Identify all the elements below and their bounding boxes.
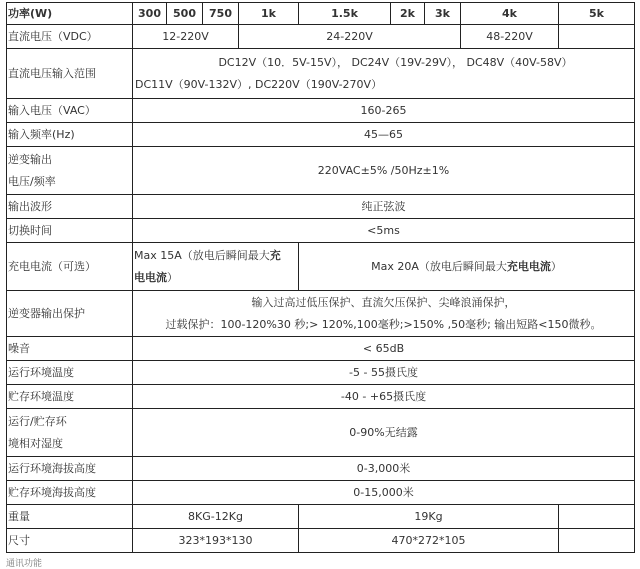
label-input-voltage: 输入电压（VAC） <box>7 99 133 123</box>
inverter-output-value: 220VAC±5% /50Hz±1% <box>133 147 635 195</box>
row-humidity <box>7 409 635 457</box>
power-3k: 3k <box>425 3 461 25</box>
charge-current-small-a: Max 15A（放电后瞬间最大 <box>134 248 270 262</box>
row-storage-temp <box>7 385 635 409</box>
label-operating-altitude: 运行环境海拔高度 <box>7 457 133 481</box>
row-charge-current <box>7 243 635 291</box>
label-operating-temp: 运行环境温度 <box>7 361 133 385</box>
row-switch-time <box>7 219 635 243</box>
charge-current-large-c: ） <box>550 259 562 273</box>
label-storage-altitude: 贮存环境海拔高度 <box>7 481 133 505</box>
charge-current-small-b: 充 <box>269 248 281 262</box>
label-switch-time: 切换时间 <box>7 219 133 243</box>
power-300: 300 <box>133 3 167 25</box>
weight-large: 19Kg <box>299 505 559 529</box>
row-operating-altitude <box>7 457 635 481</box>
label-inverter-output <box>7 147 133 195</box>
storage-temp-value: -40 - +65摄氏度 <box>133 385 635 409</box>
label-noise: 噪音 <box>7 337 133 361</box>
operating-temp-value: -5 - 55摄氏度 <box>133 361 635 385</box>
header-label: 功率(W) <box>7 3 133 25</box>
humidity-value: 0-90%无结露 <box>133 409 635 457</box>
label-inverter-output-line1: 逆变输出 <box>8 152 52 166</box>
row-dc-voltage <box>7 25 635 49</box>
dimensions-large: 470*272*105 <box>299 529 559 553</box>
dc-input-range-line1: DC12V（10．5V-15V）， DC24V（19V-29V）， DC48V（40V-58V） <box>218 55 573 69</box>
weight-empty <box>559 505 635 529</box>
charge-current-large-b: 充电电流 <box>506 259 551 273</box>
label-storage-temp: 贮存环境温度 <box>7 385 133 409</box>
dc-input-range-line2: DC11V（90V-132V）, DC220V（190V-270V） <box>135 77 383 91</box>
header-row <box>7 3 635 25</box>
label-humidity-line1: 运行/贮存环 <box>8 414 67 428</box>
dc-voltage-high: 48-220V <box>461 25 559 49</box>
dc-voltage-mid: 24-220V <box>239 25 461 49</box>
charge-current-large-a: Max 20A（放电后瞬间最大 <box>371 259 507 273</box>
spec-table <box>6 2 635 553</box>
row-dimensions <box>7 529 635 553</box>
charge-current-small <box>133 243 299 291</box>
row-protection <box>7 291 635 337</box>
storage-altitude-value: 0-15,000米 <box>133 481 635 505</box>
label-protection: 逆变器输出保护 <box>7 291 133 337</box>
noise-value: < 65dB <box>133 337 635 361</box>
label-charge-current: 充电电流（可选） <box>7 243 133 291</box>
input-frequency-value: 45—65 <box>133 123 635 147</box>
row-input-frequency <box>7 123 635 147</box>
power-1-5k: 1.5k <box>299 3 391 25</box>
dimensions-empty <box>559 529 635 553</box>
protection-value <box>133 291 635 337</box>
row-dc-input-range <box>7 49 635 99</box>
label-weight: 重量 <box>7 505 133 529</box>
dc-voltage-empty <box>559 25 635 49</box>
label-dimensions: 尺寸 <box>7 529 133 553</box>
power-1k: 1k <box>239 3 299 25</box>
input-voltage-value: 160-265 <box>133 99 635 123</box>
charge-current-large <box>299 243 635 291</box>
dc-input-range-value <box>133 49 635 99</box>
power-500: 500 <box>167 3 203 25</box>
charge-current-small-d: ） <box>167 270 178 284</box>
waveform-value: 纯正弦波 <box>133 195 635 219</box>
row-operating-temp <box>7 361 635 385</box>
row-storage-altitude <box>7 481 635 505</box>
power-5k: 5k <box>559 3 635 25</box>
charge-current-small-c: 电电流 <box>134 270 167 284</box>
power-750: 750 <box>203 3 239 25</box>
label-waveform: 输出波形 <box>7 195 133 219</box>
row-weight <box>7 505 635 529</box>
footer-caption: 通讯功能 <box>6 559 43 569</box>
row-noise <box>7 337 635 361</box>
weight-small: 8KG-12Kg <box>133 505 299 529</box>
power-4k: 4k <box>461 3 559 25</box>
label-dc-input-range: 直流电压输入范围 <box>7 49 133 99</box>
protection-line2: 过载保护：100-120%30 秒;> 120%,100毫秒;>150% ,50毫秒; 输出短路<150微秒。 <box>165 317 602 331</box>
row-inverter-output <box>7 147 635 195</box>
dimensions-small: 323*193*130 <box>133 529 299 553</box>
label-input-frequency: 输入频率(Hz) <box>7 123 133 147</box>
switch-time-value: <5ms <box>133 219 635 243</box>
row-input-voltage <box>7 99 635 123</box>
dc-voltage-low: 12-220V <box>133 25 239 49</box>
label-humidity <box>7 409 133 457</box>
label-humidity-line2: 境相对湿度 <box>8 436 63 450</box>
label-dc-voltage: 直流电压（VDC） <box>7 25 133 49</box>
label-inverter-output-line2: 电压/频率 <box>8 174 56 188</box>
row-waveform <box>7 195 635 219</box>
operating-altitude-value: 0-3,000米 <box>133 457 635 481</box>
protection-line1: 输入过高过低压保护、直流欠压保护、尖峰浪涌保护， <box>251 295 516 309</box>
power-2k: 2k <box>391 3 425 25</box>
